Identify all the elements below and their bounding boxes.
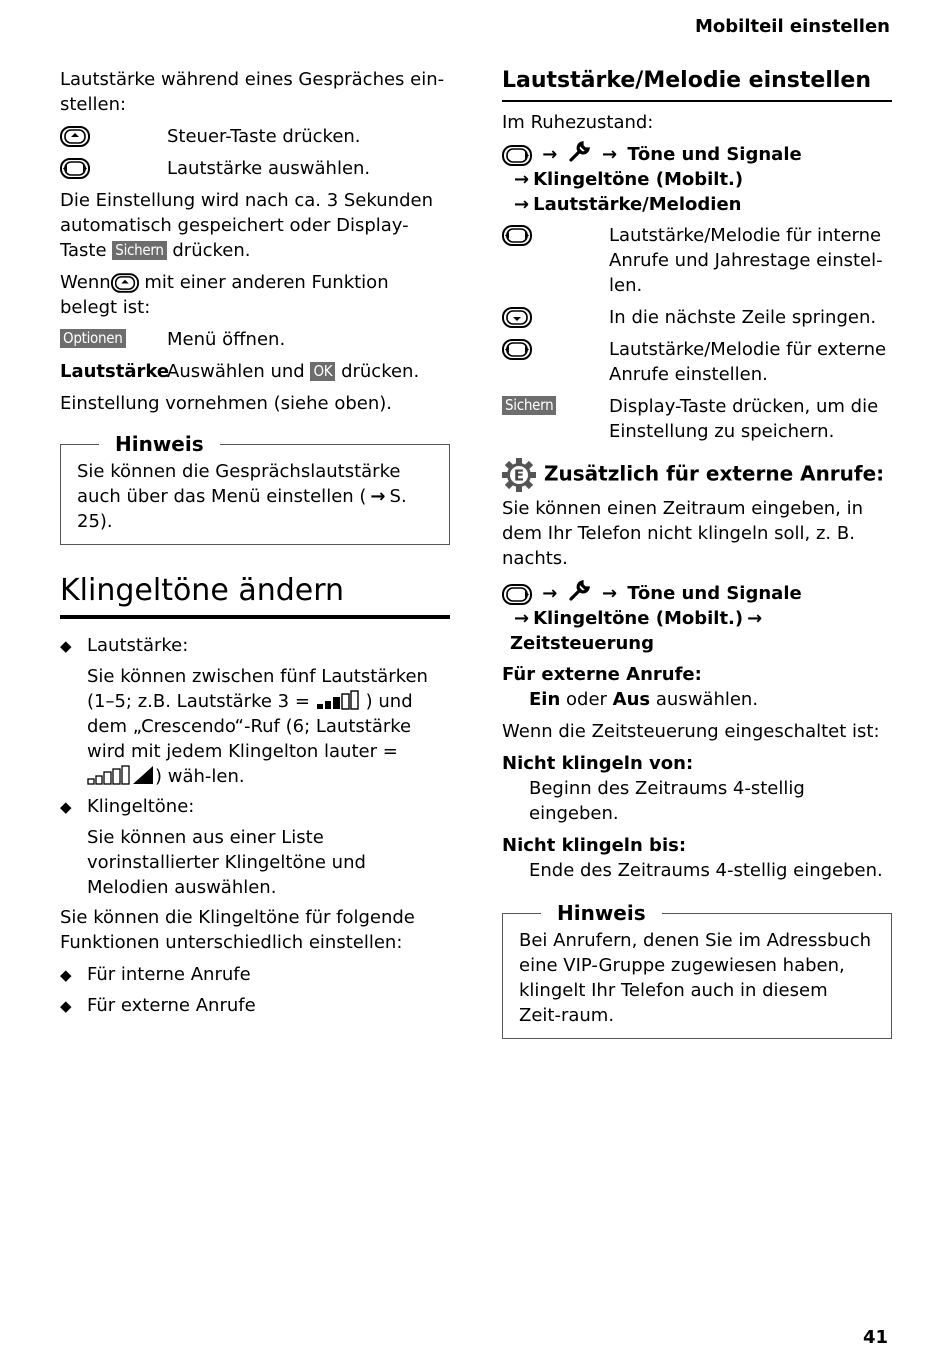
- control-key-right-icon: [502, 584, 532, 605]
- arrow-icon: →: [514, 194, 530, 215]
- ein-aus-text: [502, 687, 892, 712]
- bullet2-text: Sie können aus einer Liste vorinstallierter Klingeltöne und Melodien auswählen.: [87, 827, 366, 898]
- functions-intro: Sie können die Klingeltöne für folgende Funktionen unterschiedlich einstellen:: [60, 907, 415, 953]
- section-title: Klingeltöne ändern: [60, 571, 450, 619]
- wenn-part1: Wenn: [60, 272, 111, 293]
- note-box-1: [60, 432, 450, 545]
- note-title: Hinweis: [99, 431, 220, 457]
- arrow-icon: →: [370, 486, 386, 507]
- bullet1-part2: ) und dem „Crescendo“-Ruf (6; Lautstärke wird mit jedem Klingelton lauter =: [87, 691, 413, 762]
- lautstaerke-label: Lautstärke: [60, 361, 170, 382]
- auto-save-text: [60, 188, 450, 263]
- step-select-volume: [60, 156, 450, 181]
- note-title: Hinweis: [541, 900, 662, 926]
- control-key-left-right-icon: [502, 339, 532, 360]
- wenn-part2: mit einer anderen Funktion belegt ist:: [60, 272, 389, 318]
- diamond-icon: ◆: [60, 637, 72, 655]
- func1-text: Für interne Anrufe: [87, 964, 251, 985]
- r3-text: Lautstärke/Melodie für externe Anrufe einstellen.: [609, 339, 887, 385]
- path-klingel: Klingeltöne (Mobilt.): [533, 169, 744, 190]
- arrow-icon: →: [542, 144, 558, 165]
- badge-letter: E: [513, 466, 525, 485]
- path-zeit: Zeitsteuerung: [510, 633, 654, 654]
- page-number: 41: [862, 1327, 888, 1348]
- lautstaerke-desc1: Auswählen und: [167, 361, 305, 382]
- auswaehlen-text: auswählen.: [655, 689, 759, 710]
- step-intern: [502, 223, 892, 298]
- path-toene: Töne und Signale: [627, 144, 802, 165]
- step-press-control: [60, 124, 450, 149]
- control-key-up-icon: [60, 126, 90, 147]
- r1-text: Lautstärke/Melodie für interne Anrufe und Jahrestage einstel-len.: [609, 225, 883, 296]
- wrench-icon: [568, 578, 592, 602]
- bullet1-part1: Sie können zwischen fünf Lautstärken (1–5; z.B. Lautstärke 3 =: [87, 666, 428, 712]
- step-optionen: [60, 327, 450, 352]
- softkey-sichern: Sichern: [502, 396, 556, 415]
- bullet1-part3: ) wäh-len.: [155, 766, 245, 787]
- note-box-2: [502, 901, 892, 1039]
- e-gear-badge-icon: [502, 458, 536, 492]
- bullet-func-intern: [60, 962, 450, 988]
- right-column: [502, 66, 892, 1039]
- volume-crescendo-icon: [87, 765, 155, 785]
- aus-label: Aus: [612, 689, 651, 710]
- path-klingel: Klingeltöne (Mobilt.): [533, 608, 744, 629]
- step-lautstaerke: [60, 359, 450, 384]
- arrow-icon: →: [601, 583, 618, 604]
- menu-path-2: [502, 578, 892, 656]
- diamond-icon: ◆: [60, 966, 72, 984]
- func2-text: Für externe Anrufe: [87, 995, 256, 1016]
- step2-text: Lautstärke auswählen.: [167, 158, 371, 179]
- fuer-ext-label: Für externe Anrufe:: [502, 664, 702, 685]
- note-text: [77, 459, 433, 534]
- menu-path-1: [502, 139, 892, 217]
- control-key-left-right-icon: [60, 158, 90, 179]
- oder-text: oder: [566, 689, 607, 710]
- step-sichern: [502, 394, 892, 444]
- lautstaerke-desc2: drücken.: [341, 361, 420, 382]
- auto-save-part2: drücken.: [172, 240, 251, 261]
- bullet-func-extern: [60, 993, 450, 1019]
- einstellung-text: Einstellung vornehmen (siehe oben).: [60, 393, 392, 414]
- volume-level-3-icon: [316, 690, 366, 710]
- path-lautmel: Lautstärke/Melodien: [533, 194, 742, 215]
- step-extern: [502, 337, 892, 387]
- beginn-text: Beginn des Zeitraums 4-stellig eingeben.: [529, 778, 805, 824]
- arrow-icon: →: [542, 583, 558, 604]
- wrench-icon: [568, 139, 592, 163]
- arrow-icon: →: [514, 169, 530, 190]
- note1-part2: S. 25).: [77, 486, 407, 532]
- nicht-bis-label: Nicht klingeln bis:: [502, 835, 687, 856]
- r2-text: In die nächste Zeile springen.: [609, 307, 877, 328]
- running-header: Mobilteil einstellen: [694, 16, 890, 37]
- r4-text: Display-Taste drücken, um die Einstellung zu speichern.: [609, 396, 879, 442]
- arrow-icon: →: [514, 608, 530, 629]
- ein-label: Ein: [529, 689, 561, 710]
- bullet1-text: [60, 664, 450, 789]
- softkey-optionen: Optionen: [60, 329, 126, 348]
- arrow-icon: →: [601, 144, 618, 165]
- arrow-icon: →: [747, 608, 763, 629]
- path-toene: Töne und Signale: [627, 583, 802, 604]
- diamond-icon: ◆: [60, 798, 72, 816]
- bullet1-label: Lautstärke:: [87, 635, 189, 656]
- extra-text: Sie können einen Zeitraum eingeben, in dem Ihr Telefon nicht klingeln soll, z. B. nachts.: [502, 498, 864, 569]
- step1-text: Steuer-Taste drücken.: [167, 126, 361, 147]
- note1-part1: Sie können die Gesprächslautstärke auch über das Menü einstellen (: [77, 461, 401, 507]
- extra-title: Zusätzlich für externe Anrufe:: [544, 461, 885, 486]
- wenn-zeit-text: Wenn die Zeitsteuerung eingeschaltet ist:: [502, 721, 880, 742]
- menu-open-text: Menü öffnen.: [167, 329, 286, 350]
- control-key-right-icon: [502, 145, 532, 166]
- bullet2-label: Klingeltöne:: [87, 796, 195, 817]
- ende-text: Ende des Zeitraums 4-stellig eingeben.: [529, 860, 883, 881]
- intro-text: Lautstärke während eines Gespräches ein-stellen:: [60, 69, 445, 115]
- extra-heading: [502, 458, 892, 492]
- left-column: [60, 67, 450, 1024]
- note2-text: Bei Anrufern, denen Sie im Adressbuch eine VIP-Gruppe zugewiesen haben, klingelt Ihr Telefon auch in diesem Zeit-raum.: [519, 930, 872, 1026]
- diamond-icon: ◆: [60, 997, 72, 1015]
- auto-save-part1: Die Einstellung wird nach ca. 3 Sekunden automatisch gespeichert oder Display-Taste: [60, 190, 433, 261]
- bullet-lautstaerke: [60, 633, 450, 659]
- control-key-up-icon: [111, 273, 139, 293]
- control-key-down-icon: [502, 307, 532, 328]
- softkey-ok: OK: [310, 362, 335, 381]
- subsection-title: Lautstärke/Melodie einstellen: [502, 66, 892, 102]
- wenn-text: [60, 270, 450, 320]
- softkey-sichern: Sichern: [112, 241, 166, 260]
- step-next-line: [502, 305, 892, 330]
- bullet-klingeltoene: [60, 794, 450, 820]
- ruhe-text: Im Ruhezustand:: [502, 112, 654, 133]
- control-key-left-right-icon: [502, 225, 532, 246]
- nicht-von-label: Nicht klingeln von:: [502, 753, 694, 774]
